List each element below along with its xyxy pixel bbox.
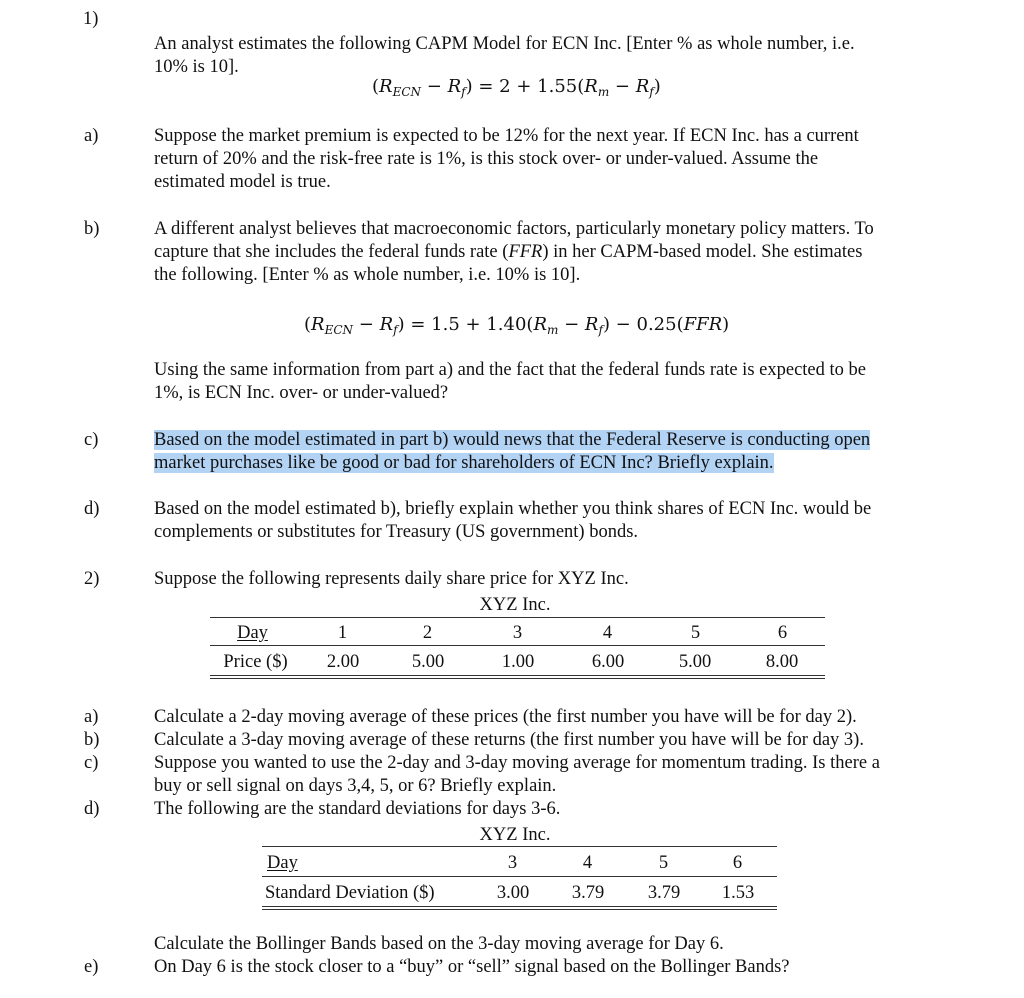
- q1b-followup-line-2: 1%, is ECN Inc. over- or under-valued?: [154, 383, 449, 403]
- q1c-line-2[interactable]: market purchases like be good or bad for shareholders of ECN Inc? Briefly explain.: [154, 453, 774, 473]
- q1a-text: [154, 125, 954, 194]
- q2a-label: a): [84, 707, 99, 727]
- q2-parts-text: [154, 706, 974, 821]
- q1a-label: a): [84, 126, 99, 146]
- price-table-bottom-rule: [210, 675, 825, 676]
- q1a-line-3: estimated model is true.: [154, 172, 331, 192]
- price-table-price: 2.00: [326, 652, 360, 672]
- eq2-constant: 1.5: [431, 314, 460, 335]
- q1b-label: b): [84, 219, 100, 239]
- eq1-sub-ecn: ECN: [392, 85, 422, 99]
- price-table-price: 6.00: [591, 652, 625, 672]
- q2e-label: e): [84, 957, 99, 977]
- q1a-line-2: return of 20% and the risk-free rate is 1%, is this stock over- or under-valued. Assume the: [154, 149, 819, 169]
- capm-equation-1: $(R_{ECN} - R_f) = 2 + 1.55(R_m - R_f)$: [372, 76, 661, 99]
- q1b-line-2-ffr: FFR: [508, 242, 543, 262]
- q1c-line-1[interactable]: Based on the model estimated in part b) would news that the Federal Reserve is conducting open: [154, 430, 871, 450]
- q2b-text: Calculate a 3-day moving average of these returns (the first number you have will be for day 3).: [154, 730, 864, 750]
- q1-intro-line-2: 10% is 10].: [154, 57, 239, 77]
- std-dev-table-value: 3.79: [647, 883, 681, 903]
- q2c-text-line-1: Suppose you wanted to use the 2-day and 3-day moving average for momentum trading. Is there a: [154, 753, 880, 773]
- std-dev-table-bottom-rule-2: [262, 909, 777, 910]
- q2a-text: Calculate a 2-day moving average of these prices (the first number you have will be for day 2).: [154, 707, 857, 727]
- q2d-text: The following are the standard deviations for days 3-6.: [154, 799, 561, 819]
- price-table-caption: XYZ Inc.: [479, 595, 551, 615]
- std-dev-table-day-label: Day: [267, 853, 298, 873]
- eq1-sub-m: m: [597, 85, 610, 99]
- q1b-followup: [154, 359, 954, 405]
- q1d-text: [154, 498, 954, 544]
- eq2-ffr-coef: 0.25: [636, 314, 677, 335]
- q1d-line-2: complements or substitutes for Treasury (US government) bonds.: [154, 522, 639, 542]
- price-table-day: 2: [422, 623, 433, 643]
- q2c-continuation-label: [84, 775, 99, 798]
- eq1-sub-f2: f: [649, 85, 654, 99]
- q1-intro: [154, 33, 954, 79]
- eq2-sub-ecn: ECN: [324, 323, 354, 337]
- eq2-beta: 1.40: [486, 314, 527, 335]
- q1b-line-2-post: ) in her CAPM-based model. She estimates: [542, 242, 863, 262]
- price-table-price: 5.00: [678, 652, 712, 672]
- q1b-line-1: A different analyst believes that macroeconomic factors, particularly monetary policy matters. To: [154, 219, 874, 239]
- q2d-label: d): [84, 799, 100, 819]
- eq2-sub-f2: f: [598, 323, 603, 337]
- q1c-label: c): [84, 430, 99, 450]
- question-2-label: 2): [84, 569, 100, 589]
- eq1-beta: 1.55: [537, 76, 578, 97]
- q1b-line-3: the following. [Enter % as whole number, i.e. 10% is 10].: [154, 265, 581, 285]
- q2c-text-line-2: buy or sell signal on days 3,4, 5, or 6? Briefly explain.: [154, 776, 557, 796]
- eq2-sub-m: m: [547, 323, 559, 337]
- price-table-bottom-rule-2: [210, 678, 825, 679]
- capm-equation-2: $(R_{ECN} - R_f) = 1.5 + 1.40(R_m - R_f) - 0.25(FFR)$: [304, 314, 730, 337]
- q1-intro-line-1: An analyst estimates the following CAPM Model for ECN Inc. [Enter % as whole number, i.e.: [154, 34, 855, 54]
- price-table-price: 1.00: [501, 652, 535, 672]
- std-dev-table-value: 1.53: [721, 883, 755, 903]
- std-dev-table-value: 3.00: [496, 883, 530, 903]
- q1d-label: d): [84, 499, 100, 519]
- std-dev-table-mid-rule: [262, 876, 777, 877]
- price-table-mid-rule: [210, 645, 825, 646]
- q2b-label: b): [84, 730, 100, 750]
- price-table-price: 8.00: [765, 652, 799, 672]
- eq1-constant: 2: [499, 76, 511, 97]
- std-dev-table-bottom-rule: [262, 906, 777, 907]
- eq2-ffr: FFR: [683, 314, 723, 335]
- std-dev-table-day: 4: [582, 853, 593, 873]
- q1b-line-2-pre: capture that she includes the federal funds rate (: [154, 242, 509, 262]
- q1b-followup-line-1: Using the same information from part a) and the fact that the federal funds rate is expected to be: [154, 360, 866, 380]
- price-table-day-label: Day: [237, 623, 268, 643]
- std-dev-table-day: 3: [507, 853, 518, 873]
- q2e-text: On Day 6 is the stock closer to a “buy” or “sell” signal based on the Bollinger Bands?: [154, 957, 790, 977]
- eq2-sub-f: f: [393, 323, 398, 337]
- std-dev-table-value: 3.79: [571, 883, 605, 903]
- q2-intro: Suppose the following represents daily share price for XYZ Inc.: [154, 569, 629, 589]
- std-dev-table-caption: XYZ Inc.: [479, 825, 551, 845]
- price-table-day: 4: [602, 623, 613, 643]
- question-1-label: 1): [83, 9, 99, 29]
- price-table-price-label: Price ($): [223, 652, 288, 672]
- std-dev-table-day: 5: [658, 853, 669, 873]
- q1d-line-1: Based on the model estimated b), briefly explain whether you think shares of ECN Inc. would be: [154, 499, 872, 519]
- std-dev-table-sd-label: Standard Deviation ($): [265, 883, 435, 903]
- q2d-bollinger-text: Calculate the Bollinger Bands based on the 3-day moving average for Day 6.: [154, 934, 724, 954]
- price-table-top-rule: [210, 617, 825, 618]
- q1b-line-2: [154, 241, 954, 264]
- q1a-line-1: Suppose the market premium is expected to be 12% for the next year. If ECN Inc. has a current: [154, 126, 859, 146]
- std-dev-table-day: 6: [732, 853, 743, 873]
- price-table-day: 5: [690, 623, 701, 643]
- price-table-day: 3: [512, 623, 523, 643]
- price-table-day: 1: [337, 623, 348, 643]
- q2c-label: c): [84, 753, 99, 773]
- std-dev-table-top-rule: [262, 846, 777, 847]
- eq1-sub-f: f: [461, 85, 466, 99]
- price-table-day: 6: [777, 623, 788, 643]
- q1c-text[interactable]: [154, 429, 954, 475]
- q1b-text: [154, 218, 954, 287]
- price-table-price: 5.00: [411, 652, 445, 672]
- q2-parts-labels: [84, 706, 99, 821]
